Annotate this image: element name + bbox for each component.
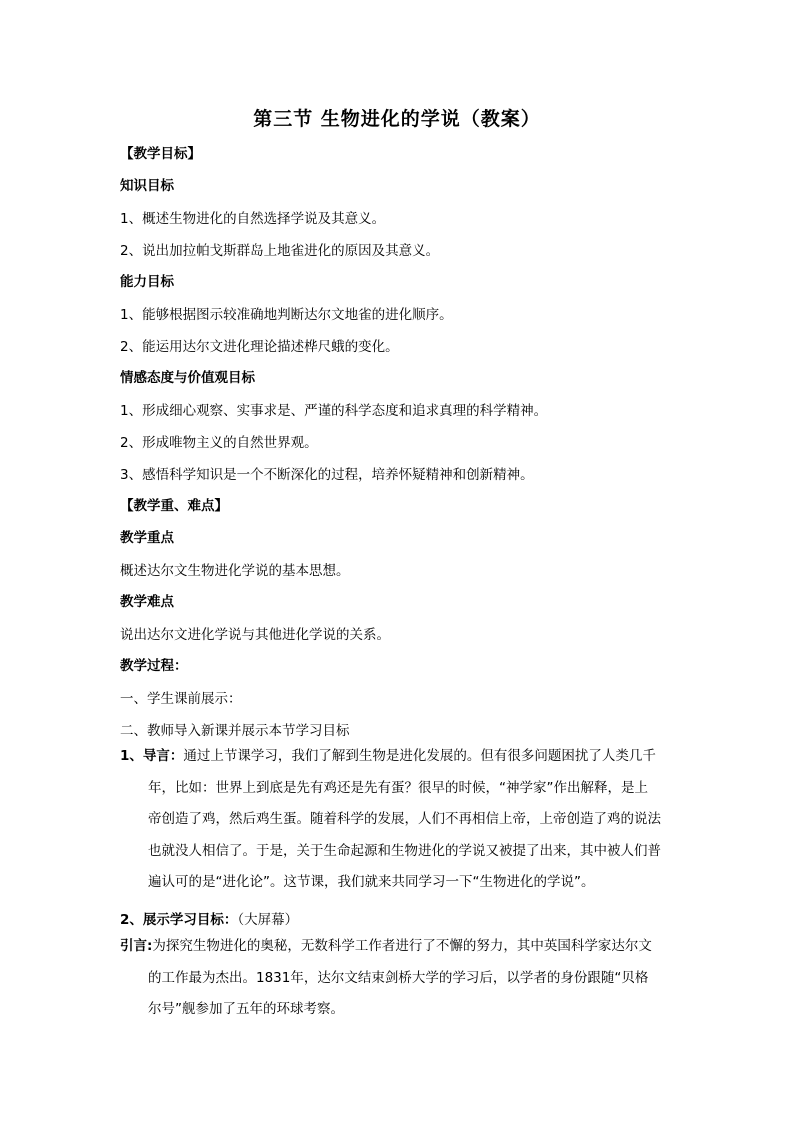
intro-paragraph [120, 741, 680, 899]
show-goals-note: （大屏幕） [237, 912, 299, 928]
show-goals-line [120, 908, 298, 928]
emotion-item: 2、形成唯物主义的自然世界观。 [120, 435, 318, 451]
knowledge-heading: 知识目标 [120, 178, 174, 194]
show-goals-label: 2、展示学习目标： [120, 912, 238, 928]
preface-paragraph [120, 931, 680, 1026]
process-step: 二、教师导入新课并展示本节学习目标 [120, 723, 350, 739]
knowledge-item: 2、说出加拉帕戈斯群岛上地雀进化的原因及其意义。 [120, 243, 440, 259]
emotion-item: 3、感悟科学知识是一个不断深化的过程，培养怀疑精神和创新精神。 [120, 467, 534, 483]
document-title: 第三节 生物进化的学说（教案） [253, 108, 541, 130]
preface-line: 为探究生物进化的奥秘，无数科学工作者进行了不懈的努力，其中英国科学家达尔文 [152, 938, 652, 954]
ability-item: 2、能运用达尔文进化理论描述桦尺蛾的变化。 [120, 339, 399, 355]
intro-line: 也就没人相信了。于是，关于生命起源和生物进化的学说又被提了出来，其中被人们普 [148, 842, 661, 859]
difficulty-text: 说出达尔文进化学说与其他进化学说的关系。 [120, 627, 390, 643]
intro-label: 1、导言： [120, 748, 184, 764]
preface-line: 的工作最为杰出。1831年，达尔文结束剑桥大学的学习后，以学者的身份跟随“贝格 [148, 969, 649, 986]
goals-heading: 【教学目标】 [120, 146, 201, 162]
focus-text: 概述达尔文生物进化学说的基本思想。 [120, 563, 350, 579]
difficulty-heading: 教学难点 [120, 594, 174, 610]
keypoints-heading: 【教学重、难点】 [120, 498, 228, 514]
knowledge-item: 1、概述生物进化的自然选择学说及其意义。 [120, 211, 386, 227]
preface-label: 引言: [120, 938, 153, 954]
focus-heading: 教学重点 [120, 530, 174, 546]
intro-line: 年，比如：世界上到底是先有鸡还是先有蛋？很早的时候，“神学家”作出解释，是上 [148, 779, 648, 796]
process-heading: 教学过程： [120, 658, 188, 674]
ability-item: 1、能够根据图示较准确地判断达尔文地雀的进化顺序。 [120, 307, 453, 323]
preface-first-line [120, 931, 680, 963]
preface-line: 尔号”舰参加了五年的环球考察。 [148, 1001, 344, 1017]
intro-line: 通过上节课学习，我们了解到生物是进化发展的。但有很多问题困扰了人类几千 [183, 748, 656, 764]
ability-heading: 能力目标 [120, 274, 174, 290]
intro-line: 遍认可的是“进化论”。这节课，我们就来共同学习一下“生物进化的学说”。 [148, 874, 595, 890]
emotion-heading: 情感态度与价值观目标 [120, 370, 255, 386]
intro-line: 帝创造了鸡，然后鸡生蛋。随着科学的发展，人们不再相信上帝，上帝创造了鸡的说法 [148, 811, 661, 827]
process-step: 一、学生课前展示： [120, 691, 242, 707]
emotion-item: 1、形成细心观察、实事求是、严谨的科学态度和追求真理的科学精神。 [120, 403, 548, 419]
intro-first-line [120, 741, 680, 773]
